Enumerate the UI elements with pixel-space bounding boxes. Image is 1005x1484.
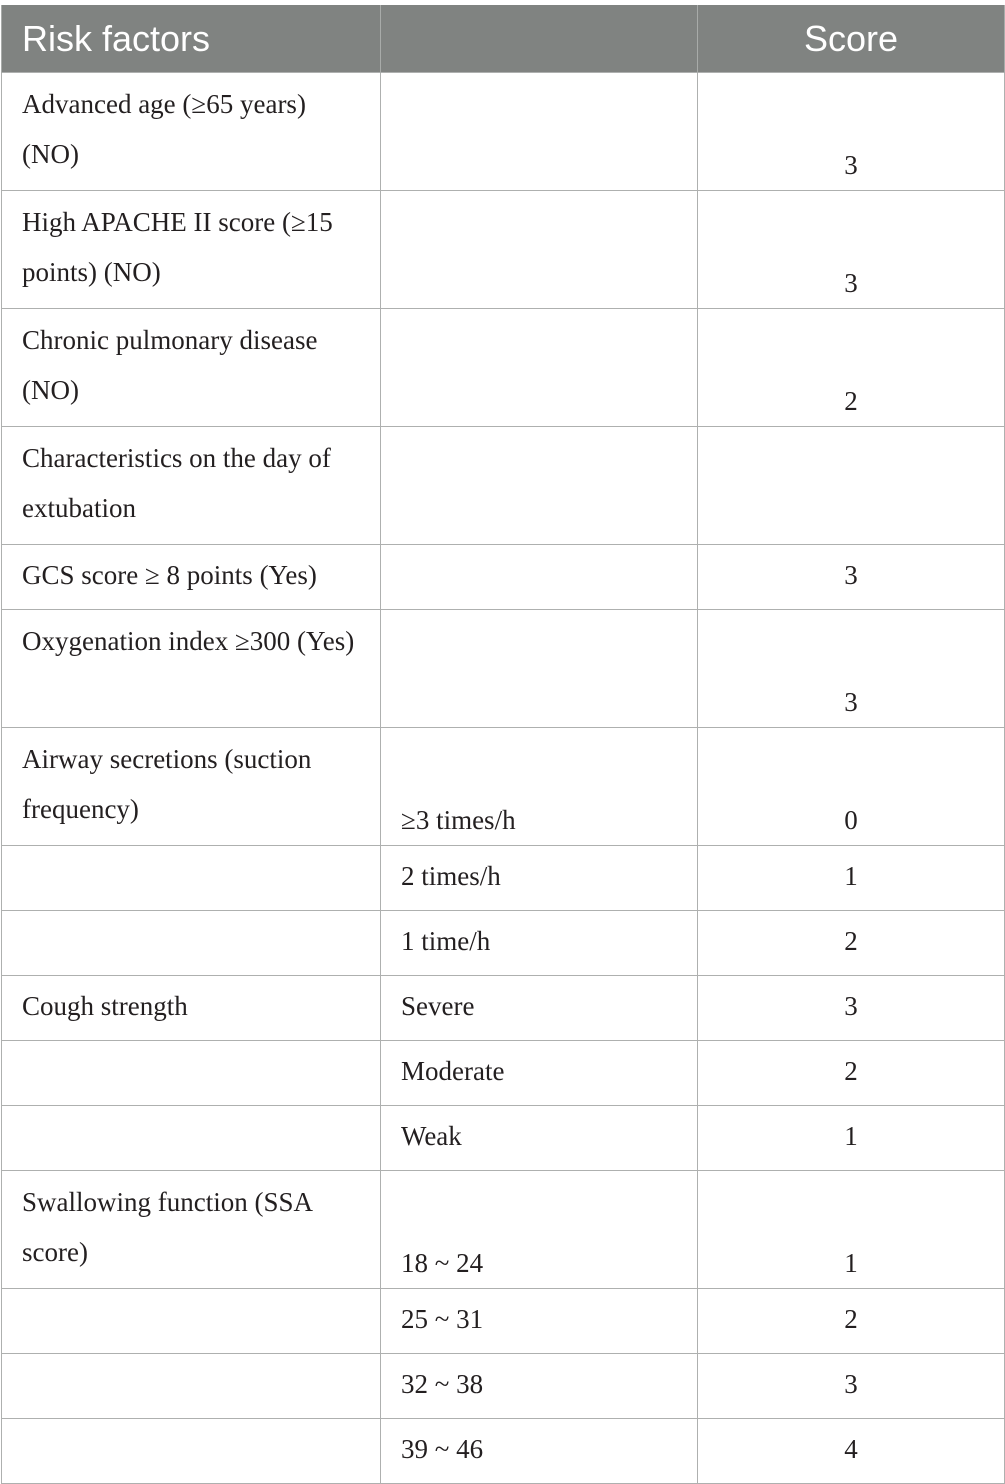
table-row: [2, 1041, 1005, 1106]
table-row: [2, 545, 1005, 610]
level-cell: Severe: [381, 976, 698, 1041]
risk-factor-cell: [2, 1419, 381, 1484]
risk-factor-cell: Oxygenation index ≥300 (Yes): [2, 610, 381, 728]
level-cell: 18 ~ 24: [381, 1171, 698, 1289]
risk-factor-cell: Airway secretions (suction frequency): [2, 728, 381, 846]
score-cell: 1: [698, 1171, 1005, 1289]
risk-factor-cell: Characteristics on the day of extubation: [2, 427, 381, 545]
table-row: [2, 191, 1005, 309]
score-cell: 1: [698, 1106, 1005, 1171]
header-level: [381, 5, 698, 73]
table-body: [2, 73, 1005, 1484]
risk-factor-cell: Swallowing function (SSA score): [2, 1171, 381, 1289]
score-cell: 3: [698, 1354, 1005, 1419]
score-cell: 2: [698, 309, 1005, 427]
table-row: [2, 728, 1005, 846]
risk-factor-cell: High APACHE II score (≥15 points) (NO): [2, 191, 381, 309]
level-cell: [381, 545, 698, 610]
table-row: [2, 1419, 1005, 1484]
risk-factor-cell: [2, 1289, 381, 1354]
table-row: [2, 1354, 1005, 1419]
level-cell: [381, 309, 698, 427]
risk-factor-cell: Chronic pulmonary disease (NO): [2, 309, 381, 427]
score-cell: 3: [698, 191, 1005, 309]
score-cell: 3: [698, 73, 1005, 191]
table-row: [2, 427, 1005, 545]
risk-factor-cell: GCS score ≥ 8 points (Yes): [2, 545, 381, 610]
level-cell: [381, 610, 698, 728]
risk-factor-cell: [2, 911, 381, 976]
score-cell: 3: [698, 545, 1005, 610]
risk-factor-cell: [2, 1041, 381, 1106]
level-cell: 32 ~ 38: [381, 1354, 698, 1419]
table-header-row: [2, 5, 1005, 73]
level-cell: [381, 73, 698, 191]
level-cell: 25 ~ 31: [381, 1289, 698, 1354]
table-row: [2, 1171, 1005, 1289]
table-row: [2, 73, 1005, 191]
level-cell: 1 time/h: [381, 911, 698, 976]
score-cell: 4: [698, 1419, 1005, 1484]
table-row: [2, 610, 1005, 728]
score-cell: 2: [698, 911, 1005, 976]
level-cell: 2 times/h: [381, 846, 698, 911]
score-cell: 0: [698, 728, 1005, 846]
risk-factor-cell: [2, 846, 381, 911]
level-cell: ≥3 times/h: [381, 728, 698, 846]
score-cell: 1: [698, 846, 1005, 911]
score-cell: 3: [698, 976, 1005, 1041]
risk-factor-cell: Advanced age (≥65 years) (NO): [2, 73, 381, 191]
level-cell: Weak: [381, 1106, 698, 1171]
table-row: [2, 846, 1005, 911]
level-cell: [381, 427, 698, 545]
risk-factor-cell: Cough strength: [2, 976, 381, 1041]
header-risk-factors: Risk factors: [2, 5, 381, 73]
table-row: [2, 309, 1005, 427]
table-row: [2, 976, 1005, 1041]
header-score: Score: [698, 5, 1005, 73]
level-cell: 39 ~ 46: [381, 1419, 698, 1484]
level-cell: Moderate: [381, 1041, 698, 1106]
score-cell: [698, 427, 1005, 545]
score-cell: 2: [698, 1041, 1005, 1106]
risk-factor-cell: [2, 1354, 381, 1419]
table-row: [2, 911, 1005, 976]
risk-factor-cell: [2, 1106, 381, 1171]
risk-score-table: [1, 5, 1005, 1484]
score-cell: 2: [698, 1289, 1005, 1354]
level-cell: [381, 191, 698, 309]
table-row: [2, 1289, 1005, 1354]
table-row: [2, 1106, 1005, 1171]
score-cell: 3: [698, 610, 1005, 728]
